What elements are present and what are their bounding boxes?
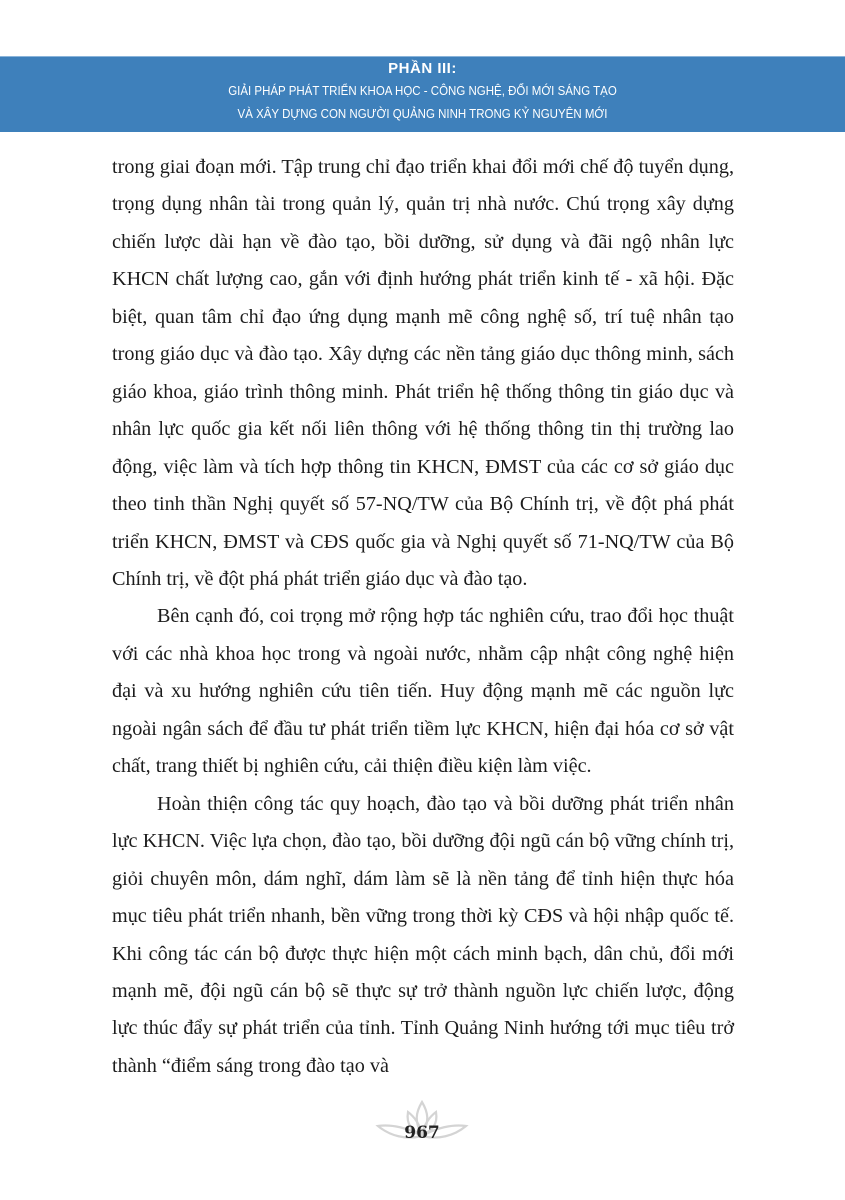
paragraph: Hoàn thiện công tác quy hoạch, đào tạo và bồi dưỡng phát triển nhân lực KHCN. Việc lựa chọn, đào tạo, bồi dưỡng đội ngũ cán bộ vững chính trị, giỏi chuyên môn, dám nghĩ, dám làm sẽ là nền tảng để tỉnh hiện thực hóa mục tiêu phát triển nhanh, bền vững trong thời kỳ CĐS và hội nhập quốc tế. Khi công tác cán bộ được thực hiện một cách minh bạch, dân chủ, đổi mới mạnh mẽ, đội ngũ cán bộ sẽ thực sự trở thành nguồn lực chiến lược, động lực thúc đẩy sự phát triển của tỉnh. Tỉnh Quảng Ninh hướng tới mục tiêu trở thành “điểm sáng trong đào tạo và xyxy=(112,792,734,1077)
page-number: 967 xyxy=(404,1123,440,1143)
body-text xyxy=(112,149,734,1085)
part-heading: PHẦN III: xyxy=(388,60,457,77)
page-footer xyxy=(372,1098,472,1148)
chapter-title-line-2: VÀ XÂY DỰNG CON NGƯỜI QUẢNG NINH TRONG KỶ NGUYÊN MỚI xyxy=(237,107,608,121)
chapter-title-line-1: GIẢI PHÁP PHÁT TRIỂN KHOA HỌC - CÔNG NGHỆ, ĐỔI MỚI SÁNG TẠO xyxy=(228,84,617,98)
paragraph: Bên cạnh đó, coi trọng mở rộng hợp tác nghiên cứu, trao đổi học thuật với các nhà khoa học trong và ngoài nước, nhằm cập nhật công nghệ hiện đại và xu hướng nghiên cứu tiên tiến. Huy động mạnh mẽ các nguồn lực ngoài ngân sách để đầu tư phát triển tiềm lực KHCN, hiện đại hóa cơ sở vật chất, trang thiết bị nghiên cứu, cải thiện điều kiện làm việc. xyxy=(112,605,734,778)
paragraph-continued: trong giai đoạn mới. Tập trung chỉ đạo triển khai đổi mới chế độ tuyển dụng, trọng dụng nhân tài trong quản lý, quản trị nhà nước. Chú trọng xây dựng chiến lược dài hạn về đào tạo, bồi dưỡng, sử dụng và đãi ngộ nhân lực KHCN chất lượng cao, gắn với định hướng phát triển kinh tế - xã hội. Đặc biệt, quan tâm chỉ đạo ứng dụng mạnh mẽ công nghệ số, trí tuệ nhân tạo trong giáo dục và đào tạo. Xây dựng các nền tảng giáo dục thông minh, sách giáo khoa, giáo trình thông minh. Phát triển hệ thống thông tin giáo dục và nhân lực quốc gia kết nối liên thông với hệ thống thông tin thị trường lao động, việc làm và tích hợp thông tin KHCN, ĐMST của các cơ sở giáo dục theo tinh thần Nghị quyết số 57-NQ/TW của Bộ Chính trị, về đột phá phát triển KHCN, ĐMST và CĐS quốc gia và Nghị quyết số 71-NQ/TW của Bộ Chính trị, về đột phá phát triển giáo dục và đào tạo. xyxy=(112,156,734,590)
chapter-banner xyxy=(0,56,845,132)
